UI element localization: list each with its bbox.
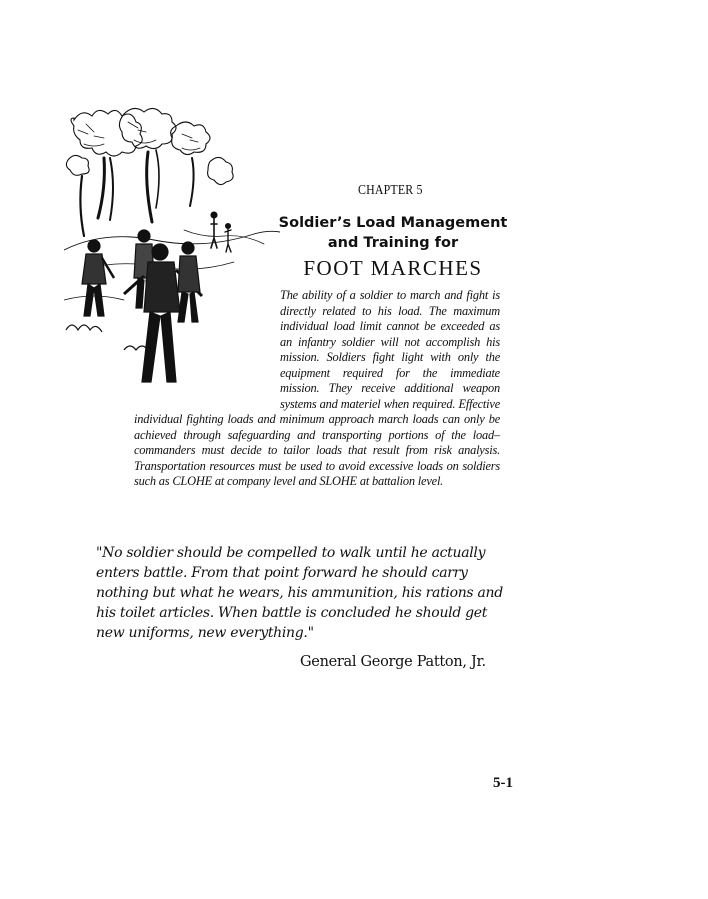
chapter-main-title: FOOT MARCHES xyxy=(303,256,483,280)
chapter-title-line-1: Soldier’s Load Management xyxy=(278,215,508,231)
illustration-wrap-spacer xyxy=(134,288,280,412)
chapter-title-line-2: and Training for xyxy=(327,235,459,251)
quote-attribution: General George Patton, Jr. xyxy=(300,654,486,670)
patton-quote: "No soldier should be compelled to walk until he actually enters battle. From that point forward he should carry nothing but what he wears, his ammunition, his rations and his toilet articles. When battle is concluded he should get new uniforms, new everything." xyxy=(96,545,503,641)
chapter-label: CHAPTER 5 xyxy=(358,183,423,198)
intro-paragraph-block xyxy=(134,288,500,490)
page-number: 5-1 xyxy=(493,775,513,791)
intro-paragraph: The ability of a soldier to march and fight is directly related to his load. The maximum individual load limit cannot be exceeded as an infantry soldier will not accomplish his mission. Soldiers fight light with only the equipment required for the immediate mission. They receive additional weapon systems and materiel when required. Effective individual fighting loads and minimum approach march loads can only be achieved through safeguarding and transporting portions of the load–commanders must decide to tailor loads that result from risk analysis. Transportation resources must be used to avoid excessive loads on soldiers such as CLOHE at company level and SLOHE at battalion level. xyxy=(134,288,500,488)
